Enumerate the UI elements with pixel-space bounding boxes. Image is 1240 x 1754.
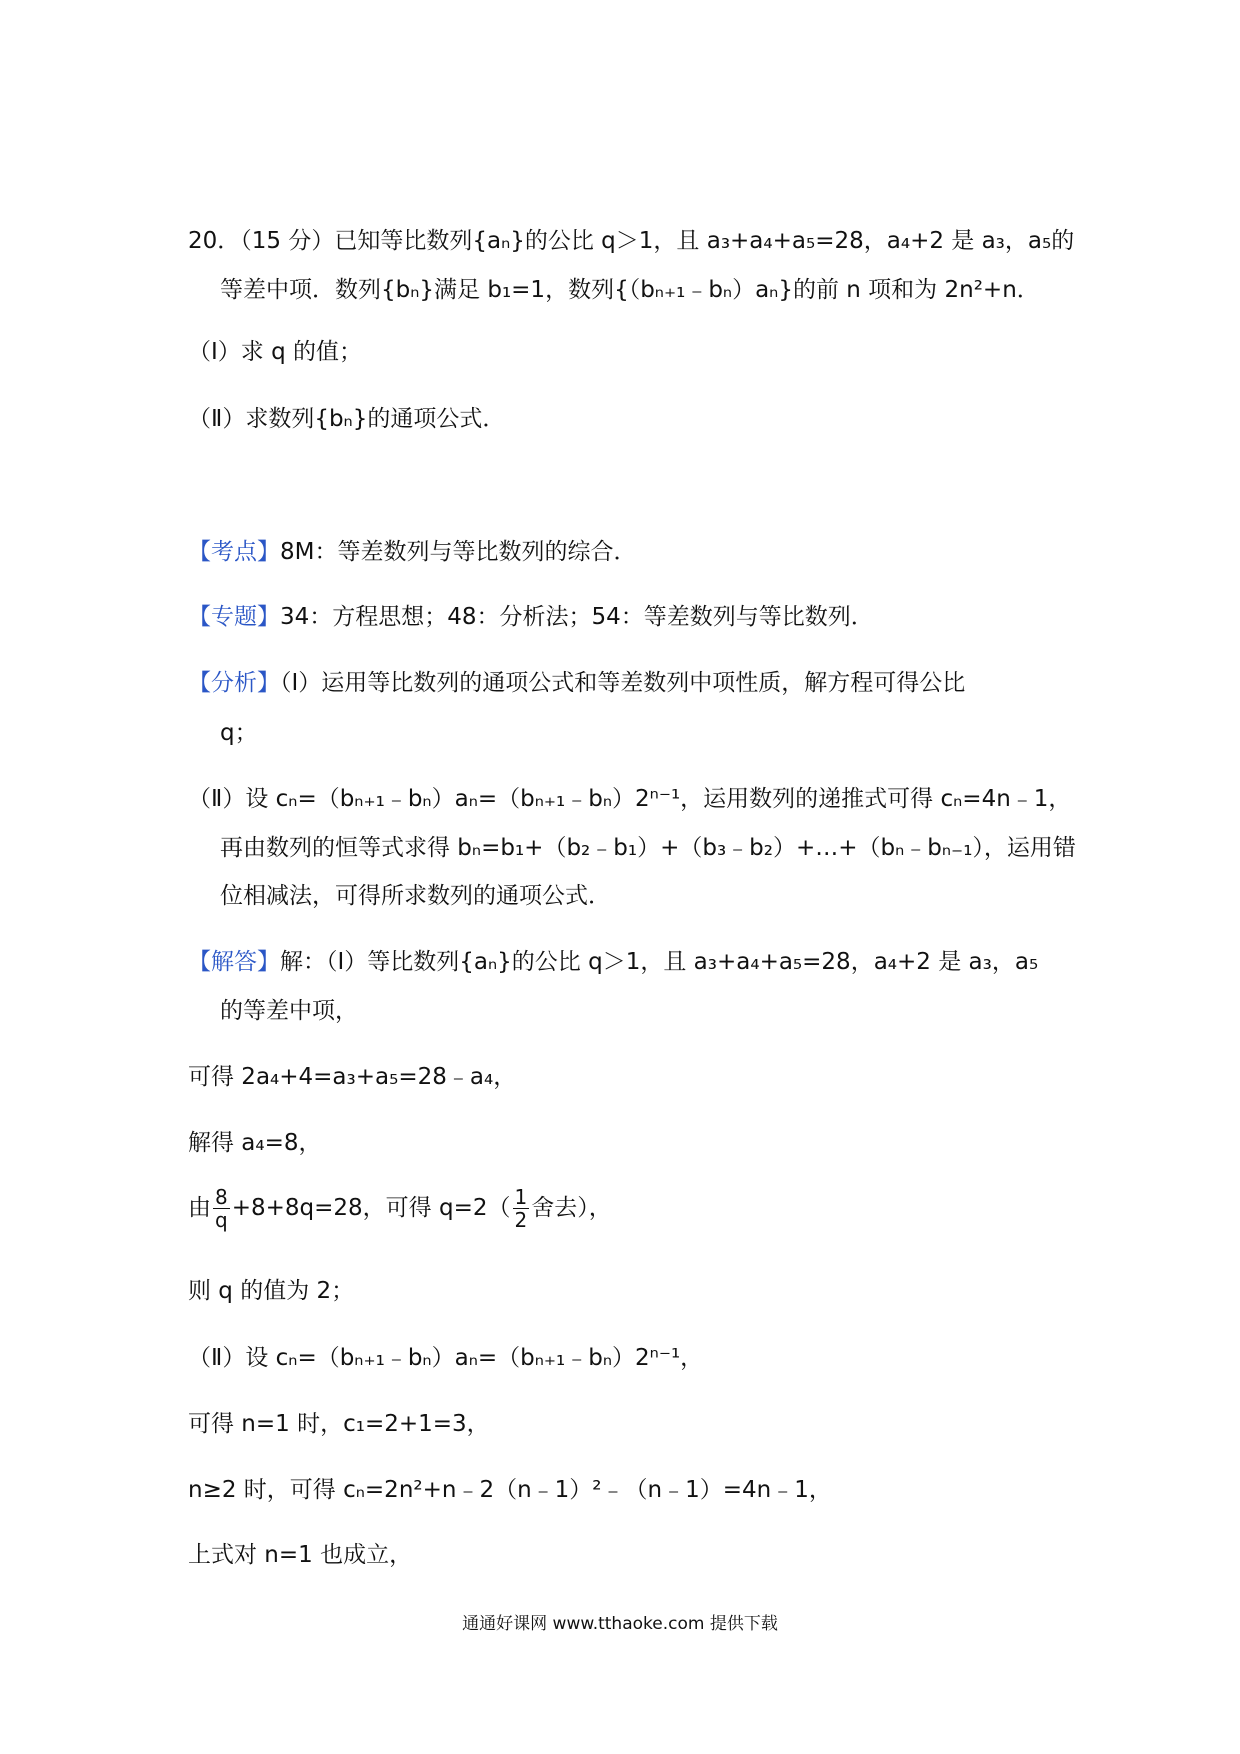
fenxi-tag: 【分析】	[188, 670, 280, 696]
fraction-numerator: 8	[215, 1185, 228, 1209]
fenxi-text-1: （Ⅰ）运用等比数列的通项公式和等差数列中项性质，解方程可得公比	[280, 670, 966, 696]
fraction-denominator-2: 2	[514, 1208, 528, 1232]
jieda-5-post: 舍去），	[531, 1195, 612, 1221]
kaodian-tag: 【考点】	[188, 539, 280, 565]
fenxi-line-4: 再由数列的恒等式求得 bₙ=b₁+（b₂﹣b₁）+（b₃﹣b₂）+…+（bₙ﹣bₙ₋₁），运用错	[220, 835, 1076, 861]
fenxi-line-2: q；	[220, 720, 258, 746]
jieda-tag: 【解答】	[188, 949, 280, 975]
problem-part-1: （Ⅰ）求 q 的值；	[188, 339, 363, 365]
jieda-5-pre: 由	[188, 1195, 211, 1221]
jieda-line-6: 则 q 的值为 2；	[188, 1278, 355, 1304]
jieda-text-1: 解：（Ⅰ）等比数列{aₙ}的公比 q＞1，且 a₃+a₄+a₅=28，a₄+2 是 a₃，a₅	[280, 949, 1039, 975]
kaodian-line	[188, 537, 1068, 567]
zhuanti-tag: 【专题】	[188, 604, 280, 630]
fraction-denominator: q	[215, 1208, 228, 1232]
jieda-line-4: 解得 a₄=8，	[188, 1130, 322, 1156]
problem-line-1: 20．（15 分）已知等比数列{aₙ}的公比 q＞1，且 a₃+a₄+a₅=28，a₄+2 是 a₃，a₅的	[188, 228, 1075, 254]
jieda-line-1	[188, 947, 1068, 977]
fraction-numerator-2: 1	[514, 1185, 528, 1209]
jieda-5-mid: +8+8q=28，可得 q=2（	[231, 1195, 511, 1221]
fraction-8-over-q	[213, 1186, 230, 1231]
zhuanti-line	[188, 602, 1068, 632]
fenxi-line-3: （Ⅱ）设 cₙ=（bₙ₊₁﹣bₙ）aₙ=（bₙ₊₁﹣bₙ）2ⁿ⁻¹，运用数列的递推式可得 cₙ=4n﹣1，	[188, 786, 1072, 812]
jieda-line-2: 的等差中项，	[220, 998, 358, 1024]
problem-part-2: （Ⅱ）求数列{bₙ}的通项公式．	[188, 406, 506, 432]
fenxi-line-1	[188, 668, 1068, 698]
jieda-line-3: 可得 2a₄+4=a₃+a₅=28﹣a₄，	[188, 1064, 517, 1090]
fraction-1-over-2	[513, 1186, 530, 1231]
jieda-line-5	[188, 1184, 1068, 1232]
jieda-line-7: （Ⅱ）设 cₙ=（bₙ₊₁﹣bₙ）aₙ=（bₙ₊₁﹣bₙ）2ⁿ⁻¹，	[188, 1345, 704, 1371]
fenxi-line-5: 位相减法，可得所求数列的通项公式．	[220, 883, 611, 909]
kaodian-text: 8M：等差数列与等比数列的综合．	[280, 539, 637, 565]
problem-line-2: 等差中项．数列{bₙ}满足 b₁=1，数列{（bₙ₊₁﹣bₙ）aₙ}的前 n 项和为 2n²+n．	[220, 277, 1040, 303]
jieda-line-8: 可得 n=1 时，c₁=2+1=3，	[188, 1411, 490, 1437]
jieda-line-10: 上式对 n=1 也成立，	[188, 1542, 413, 1568]
zhuanti-text: 34：方程思想；48：分析法；54：等差数列与等比数列．	[280, 604, 874, 630]
jieda-line-9: n≥2 时，可得 cₙ=2n²+n﹣2（n﹣1）²﹣（n﹣1）=4n﹣1，	[188, 1477, 832, 1503]
footer-watermark: 通通好课网 www.tthaoke.com 提供下载	[462, 1614, 778, 1634]
